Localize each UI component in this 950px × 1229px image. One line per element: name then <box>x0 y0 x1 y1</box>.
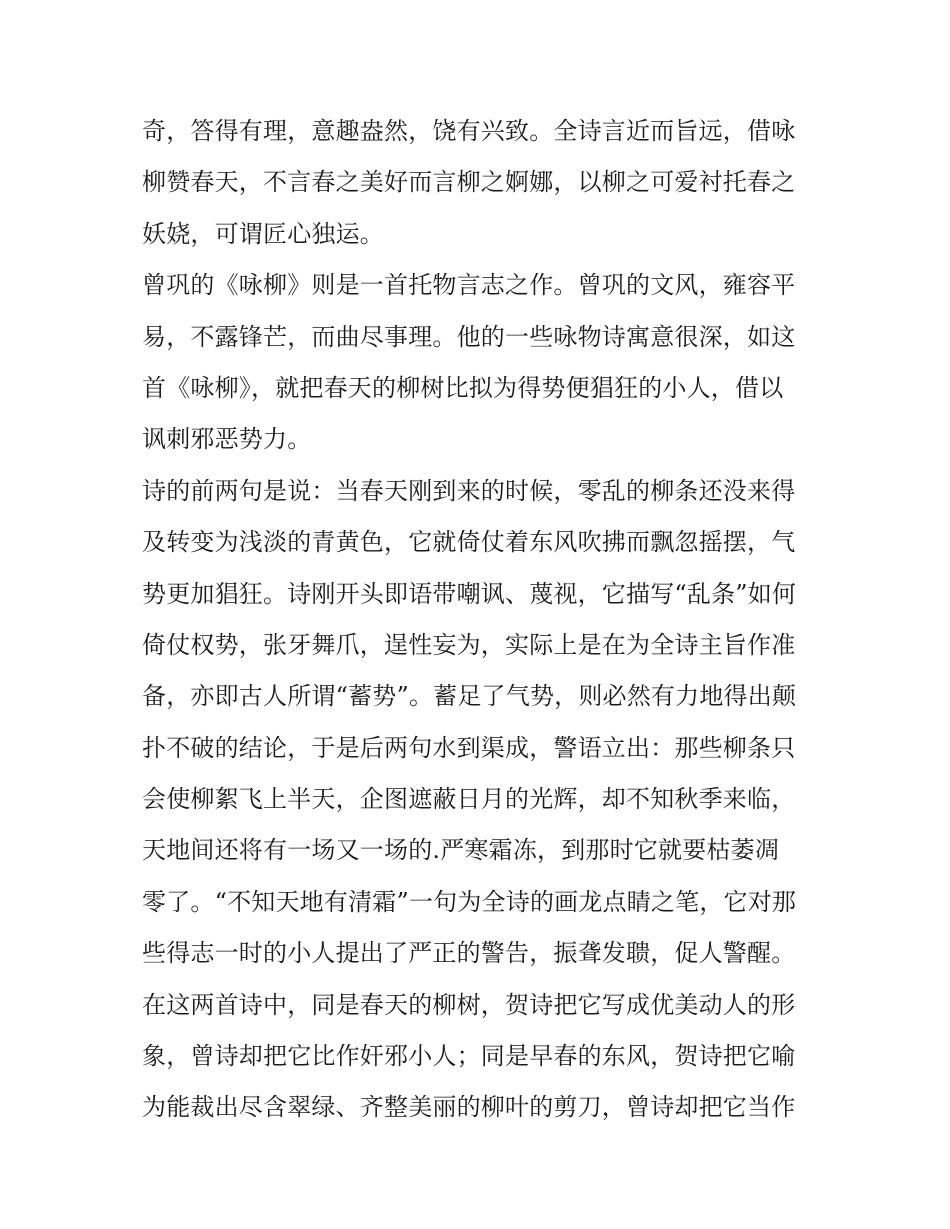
document-body <box>142 106 822 1134</box>
text-line: 及转变为浅淡的青黄色，它就倚仗着东风吹拂而飘忽摇摆，气 <box>142 528 796 557</box>
text-line: 为能裁出尽含翠绿、齐整美丽的柳叶的剪刀，曾诗却把它当作 <box>142 1093 796 1122</box>
text-line: 首《咏柳》，就把春天的柳树比拟为得势便猖狂的小人，借以 <box>142 373 784 402</box>
text-line: 妖娆，可谓匠心独运。 <box>142 219 384 248</box>
text-line: 备，亦即古人所谓“蓄势”。蓄足了气势，则必然有力地得出颠 <box>142 682 797 711</box>
text-line: 诗的前两句是说：当春天刚到来的时候，零乱的柳条还没来得 <box>142 476 796 505</box>
text-line: 零了。“不知天地有清霜”一句为全诗的画龙点睛之笔，它对那 <box>142 887 797 916</box>
text-line: 些得志一时的小人提出了严正的警告，振聋发聩，促人警醒。 <box>142 939 796 968</box>
text-line: 倚仗权势，张牙舞爪，逞性妄为，实际上是在为全诗主旨作准 <box>142 630 796 659</box>
text-line: 天地间还将有一场又一场的.严寒霜冻，到那时它就要枯萎凋 <box>142 836 780 865</box>
text-line: 柳赞春天，不言春之美好而言柳之婀娜，以柳之可爱衬托春之 <box>142 168 796 197</box>
text-line: 会使柳絮飞上半天，企图遮蔽日月的光辉，却不知秋季来临， <box>142 785 796 814</box>
text-line: 奇，答得有理，意趣盎然，饶有兴致。全诗言近而旨远，借咏 <box>142 117 796 145</box>
text-line: 势更加猖狂。诗刚开头即语带嘲讽、蔑视，它描写“乱条”如何 <box>142 579 797 608</box>
text-line: 曾巩的《咏柳》则是一首托物言志之作。曾巩的文风，雍容平 <box>142 271 796 300</box>
text-line: 讽刺邪恶势力。 <box>142 425 312 454</box>
text-line: 在这两首诗中，同是春天的柳树，贺诗把它写成优美动人的形 <box>142 990 796 1019</box>
text-line: 易，不露锋芒，而曲尽事理。他的一些咏物诗寓意很深，如这 <box>142 322 796 351</box>
text-line: 扑不破的结论，于是后两句水到渠成，警语立出：那些柳条只 <box>142 733 796 762</box>
text-line: 象，曾诗却把它比作奸邪小人；同是早春的东风，贺诗把它喻 <box>142 1042 796 1071</box>
